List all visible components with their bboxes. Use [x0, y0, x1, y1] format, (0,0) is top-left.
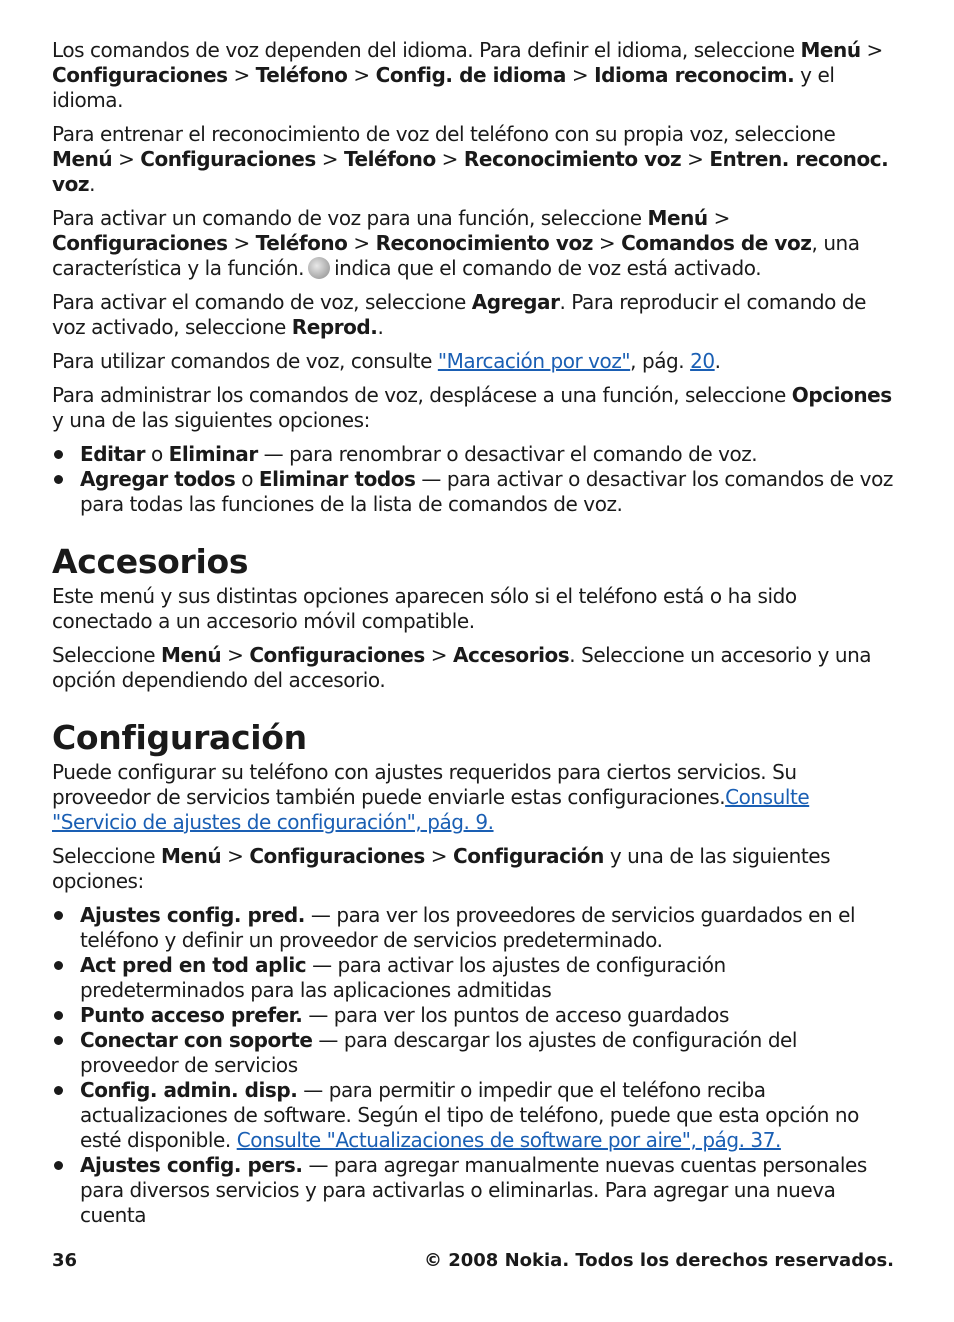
list-item — [52, 953, 896, 1003]
text: Puede configurar su teléfono con ajustes requeridos para ciertos servicios. Su proveedor de servicios también puede enviarle estas configuraciones. — [52, 760, 797, 809]
path-separator: > — [592, 231, 622, 255]
option-name: Ajustes config. pred. — [80, 903, 305, 927]
path-separator: > — [221, 643, 250, 667]
menu-path-item: Entren. reconoc. voz — [52, 147, 889, 196]
option-name: Editar — [80, 442, 146, 466]
text: , pág. — [630, 349, 691, 373]
menu-path-item: Menú — [647, 206, 708, 230]
text: Seleccione — [52, 844, 162, 868]
path-separator: > — [227, 231, 256, 255]
text: — para permitir o impedir que el teléfono reciba actualizaciones de software. Según el tipo de teléfono, puede que esta opción no esté disponible. — [80, 1078, 859, 1152]
text: Seleccione — [52, 643, 162, 667]
paragraph-activate-command — [52, 206, 896, 281]
copyright: © 2008 Nokia. Todos los derechos reservados. — [423, 1250, 894, 1271]
link-page-20[interactable]: 20 — [690, 349, 715, 373]
text: Para entrenar el reconocimiento de voz del teléfono con su propia voz, seleccione — [52, 122, 836, 146]
list-item — [52, 1078, 896, 1153]
paragraph-configuration-intro — [52, 760, 896, 835]
option-name: Agregar todos — [80, 467, 236, 491]
voice-options-list — [52, 442, 896, 517]
list-item — [52, 442, 896, 467]
text: o — [235, 467, 259, 491]
menu-path-item: Configuraciones — [140, 147, 316, 171]
page-footer — [52, 1250, 894, 1271]
menu-path-item: Teléfono — [255, 63, 348, 87]
paragraph-use-commands — [52, 349, 896, 374]
menu-path-item: Configuraciones — [249, 643, 425, 667]
list-item — [52, 1153, 896, 1228]
option-name: Agregar — [471, 290, 560, 314]
text: Para administrar los comandos de voz, desplácese a una función, seleccione — [52, 383, 792, 407]
document-body — [52, 38, 896, 1237]
paragraph-accessories-intro: Este menú y sus distintas opciones aparecen sólo si el teléfono está o ha sido conectado a un accesorio móvil compatible. — [52, 584, 797, 633]
list-item — [52, 1003, 896, 1028]
path-separator: > — [347, 231, 376, 255]
paragraph-accessories-select — [52, 643, 896, 693]
path-separator: > — [681, 147, 710, 171]
text: . Para reproducir el comando de voz activado, seleccione — [52, 290, 866, 339]
list-item — [52, 1028, 896, 1078]
path-separator: > — [424, 643, 453, 667]
menu-path-item: Reconocimiento voz — [375, 231, 593, 255]
path-separator: > — [221, 844, 250, 868]
text: indica que el comando de voz está activado. — [334, 256, 762, 280]
text: Para activar un comando de voz para una función, seleccione — [52, 206, 648, 230]
menu-path-item: Accesorios — [453, 643, 570, 667]
text: — para renombrar o desactivar el comando de voz. — [257, 442, 758, 466]
voice-command-icon — [308, 257, 330, 279]
menu-path-item: Configuraciones — [52, 231, 228, 255]
text: y el idioma. — [52, 63, 835, 112]
option-name: Act pred en tod aplic — [80, 953, 307, 977]
paragraph-language — [52, 38, 896, 113]
text: — para descargar los ajustes de configuración del proveedor de servicios — [80, 1028, 798, 1077]
text: , una característica y la función. — [52, 231, 860, 280]
link-voice-dialing[interactable]: "Marcación por voz" — [437, 349, 631, 373]
menu-path-item: Menú — [161, 643, 222, 667]
option-name: Reprod. — [291, 315, 378, 339]
text: o — [145, 442, 169, 466]
text: Para activar el comando de voz, seleccione — [52, 290, 472, 314]
text: — para agregar manualmente nuevas cuentas personales para diversos servicios y para activarlas o eliminarlas. Para agregar una nueva cuenta — [80, 1153, 867, 1227]
menu-path-item: Configuraciones — [52, 63, 228, 87]
text: . — [377, 315, 384, 339]
menu-path-item: Comandos de voz — [621, 231, 812, 255]
option-name: Punto acceso prefer. — [80, 1003, 303, 1027]
paragraph-configuration-select — [52, 844, 896, 894]
menu-path-item: Config. de idioma — [375, 63, 566, 87]
heading-accessories: Accesorios — [52, 542, 249, 581]
text: — para activar los ajustes de configuración predeterminados para las aplicaciones admitidas — [80, 953, 726, 1002]
option-name: Opciones — [791, 383, 892, 407]
heading-configuration: Configuración — [52, 718, 307, 757]
link-config-service[interactable]: Consulte "Servicio de ajustes de configuración", pág. 9. — [52, 785, 810, 834]
text: — para ver los proveedores de servicios guardados en el teléfono y definir un proveedor de servicios predeterminado. — [80, 903, 856, 952]
menu-path-item: Menú — [161, 844, 222, 868]
page-number: 36 — [52, 1250, 78, 1271]
menu-path-item: Reconocimiento voz — [463, 147, 682, 171]
text: — para activar o desactivar los comandos de voz para todas las funciones de la lista de comandos de voz. — [80, 467, 893, 516]
path-separator: > — [707, 206, 730, 230]
option-name: Eliminar — [168, 442, 258, 466]
path-separator: > — [435, 147, 464, 171]
option-name: Conectar con soporte — [80, 1028, 313, 1052]
paragraph-manage-commands — [52, 383, 896, 433]
option-name: Eliminar todos — [258, 467, 416, 491]
text: . Seleccione un accesorio y una opción dependiendo del accesorio. — [52, 643, 872, 692]
menu-path-item: Configuraciones — [249, 844, 425, 868]
text: Para utilizar comandos de voz, consulte — [52, 349, 438, 373]
menu-path-item: Configuración — [453, 844, 604, 868]
path-separator: > — [565, 63, 595, 87]
menu-path-item: Teléfono — [255, 231, 348, 255]
text: y una de las siguientes opciones: — [52, 408, 370, 432]
path-separator: > — [424, 844, 453, 868]
option-name: Config. admin. disp. — [80, 1078, 298, 1102]
text: Los comandos de voz dependen del idioma. Para definir el idioma, seleccione — [52, 38, 801, 62]
menu-path-item: Menú — [52, 147, 113, 171]
text: . — [714, 349, 721, 373]
list-item — [52, 903, 896, 953]
list-item — [52, 467, 896, 517]
path-separator: > — [860, 38, 883, 62]
text: . — [89, 172, 95, 196]
path-separator: > — [347, 63, 376, 87]
path-separator: > — [227, 63, 256, 87]
menu-path-item: Teléfono — [343, 147, 436, 171]
path-separator: > — [315, 147, 344, 171]
text: y una de las siguientes opciones: — [52, 844, 831, 893]
paragraph-training — [52, 122, 896, 197]
menu-path-item: Menú — [800, 38, 861, 62]
option-name: Ajustes config. pers. — [80, 1153, 303, 1177]
path-separator: > — [112, 147, 141, 171]
link-software-updates[interactable]: Consulte "Actualizaciones de software por aire", pág. 37. — [236, 1128, 781, 1152]
menu-path-item: Idioma reconocim. — [594, 63, 795, 87]
paragraph-add-play — [52, 290, 896, 340]
text: — para ver los puntos de acceso guardados — [302, 1003, 729, 1027]
configuration-options-list — [52, 903, 896, 1228]
